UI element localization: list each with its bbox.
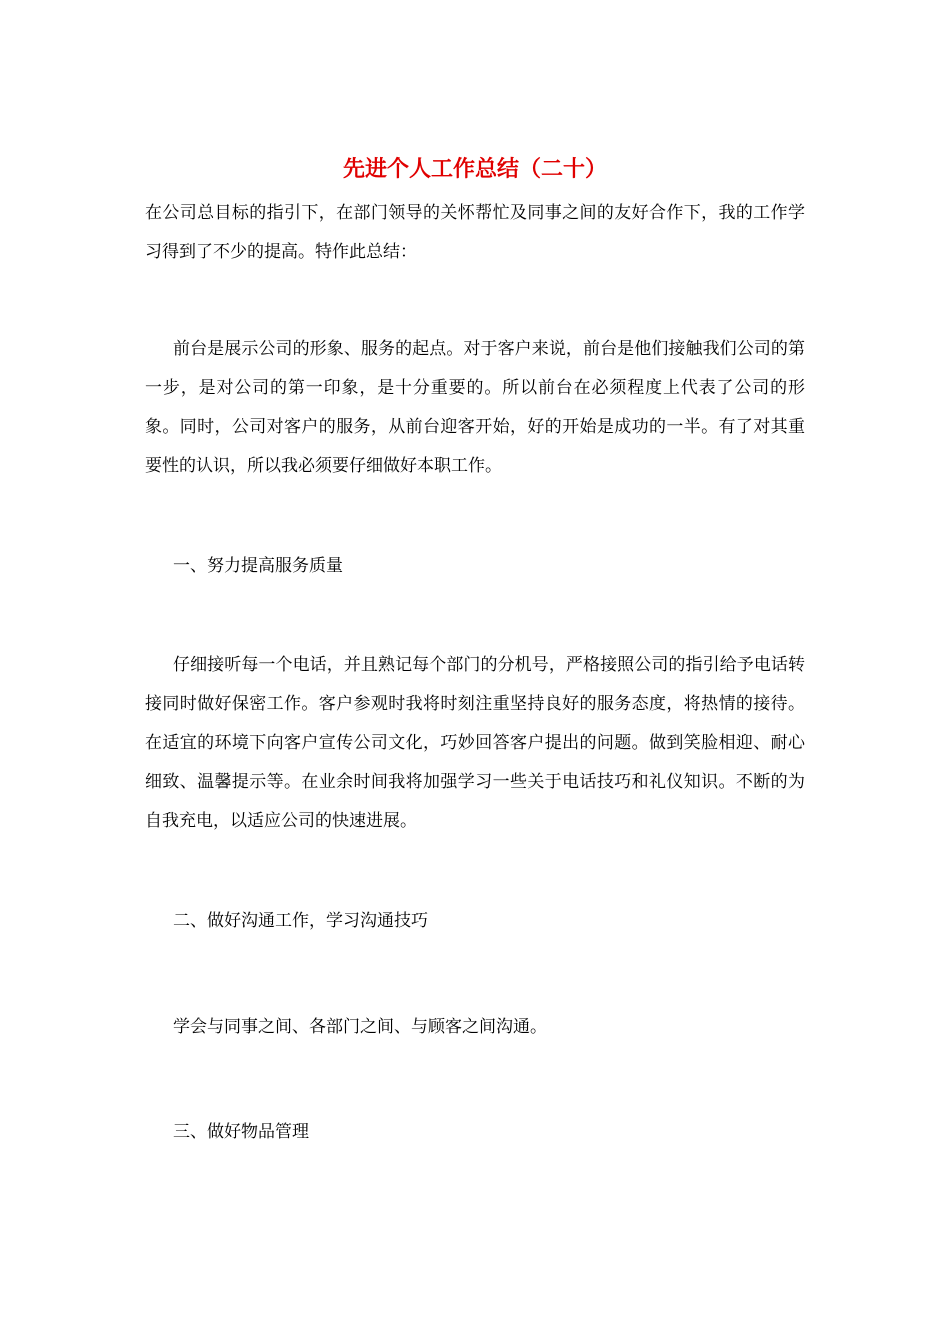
document-title: 先进个人工作总结（二十）: [342, 156, 607, 182]
paragraph-front-desk: 前台是展示公司的形象、服务的起点。对于客户来说，前台是他们接触我们公司的第一步，是对公司的第一印象，是十分重要的。所以前台在必须程度上代表了公司的形象。同时，公司对客户的服务，从前台迎客开始，好的开始是成功的一半。有了对其重要性的认识，所以我必须要仔细做好本职工作。: [145, 339, 805, 476]
paragraph-communication: 学会与同事之间、各部门之间、与顾客之间沟通。: [173, 1017, 547, 1037]
paragraph-service-quality: 仔细接听每一个电话，并且熟记每个部门的分机号，严格接照公司的指引给予电话转接同时做好保密工作。客户参观时我将时刻注重坚持良好的服务态度，将热情的接待。在适宜的环境下向客户宣传公司文化，巧妙回答客户提出的问题。做到笑脸相迎、耐心细致、温馨提示等。在业余时间我将加强学习一些关于电话技巧和礼仪知识。不断的为自我充电，以适应公司的快速进展。: [145, 655, 805, 831]
heading-service-quality: 一、努力提高服务质量: [173, 556, 343, 576]
intro-paragraph: 在公司总目标的指引下，在部门领导的关怀帮忙及同事之间的友好合作下，我的工作学习得到了不少的提高。特作此总结：: [145, 203, 805, 262]
heading-communication: 二、做好沟通工作，学习沟通技巧: [173, 911, 428, 931]
heading-item-management: 三、做好物品管理: [173, 1122, 309, 1142]
